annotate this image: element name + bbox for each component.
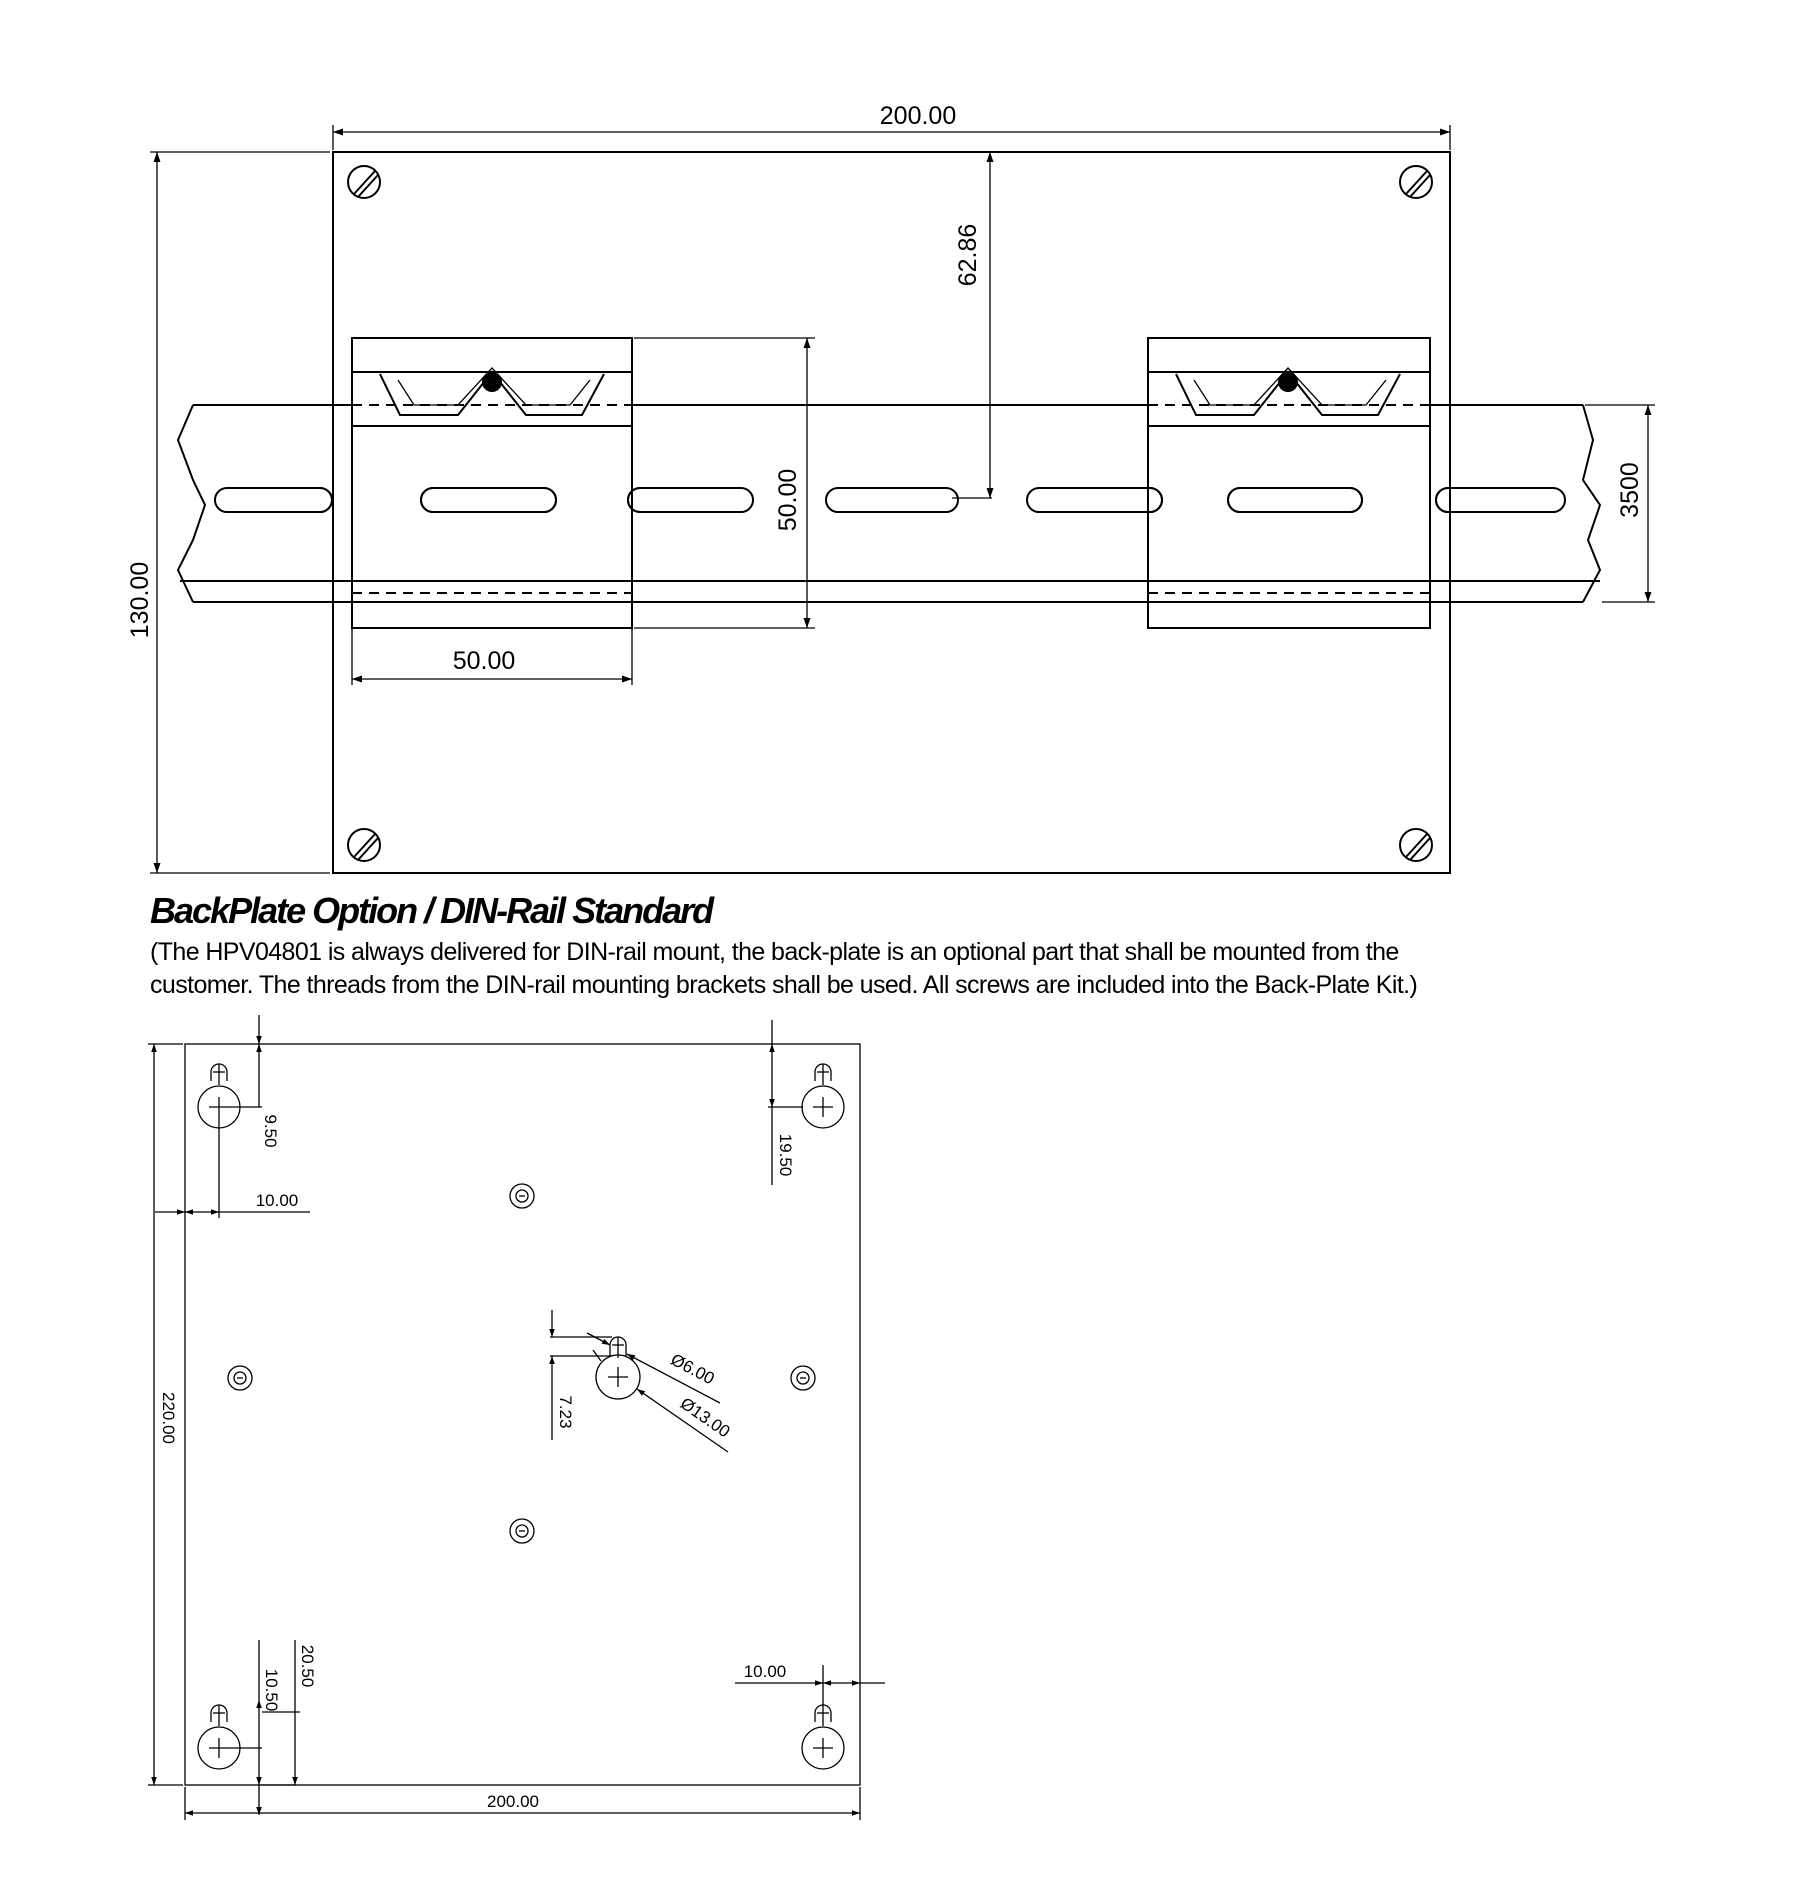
corner-screw-icon [1400, 166, 1432, 198]
bp-dim-dia-6-label: Ø6.00 [667, 1349, 718, 1389]
bp-dimension-bottom-keyhole [229, 1640, 317, 1815]
threaded-hole-icon [228, 1366, 252, 1390]
bp-dim-10-label: 10.00 [255, 1191, 299, 1210]
bp-dim-height-label: 220.00 [159, 1392, 178, 1444]
dim-bracket-height-label: 50.00 [774, 468, 802, 532]
caption-block [150, 890, 1650, 1002]
bp-dim-19-50-label: 19.50 [776, 1133, 795, 1177]
bp-dimension-keyhole-top [229, 1015, 280, 1148]
keyhole-icon [198, 1705, 240, 1769]
keyhole-icon [802, 1064, 844, 1128]
threaded-hole-icon [791, 1366, 815, 1390]
dim-bracket-width-label: 50.00 [452, 647, 516, 675]
dimension-bracket-height [634, 338, 815, 628]
bp-dim-dia-13-label: Ø13.00 [676, 1393, 734, 1442]
dimension-width [333, 102, 1450, 150]
keyhole-icon [802, 1705, 844, 1769]
din-rail [178, 405, 1600, 602]
bp-dimension-right-keyhole-top [768, 1020, 803, 1185]
dim-62-label: 62.86 [954, 223, 982, 287]
dimension-bracket-width [352, 628, 632, 685]
din-rail-front-view [126, 102, 1655, 873]
bp-dim-width-label: 200.00 [487, 1792, 539, 1811]
center-keyhole-icon [596, 1337, 640, 1399]
corner-screw-icon [1400, 829, 1432, 861]
threaded-hole-icon [510, 1184, 534, 1208]
latch-pin [1278, 372, 1298, 392]
bp-dimension-center-keyhole [550, 1310, 733, 1452]
dim-width-label: 200.00 [879, 102, 957, 130]
corner-screw-icon [348, 166, 380, 198]
latch-pin [482, 372, 502, 392]
bp-dimension-keyhole-side [155, 1117, 310, 1218]
section-title: BackPlate Option / DIN-Rail Standard [150, 890, 713, 931]
bp-dim-20-50-label: 20.50 [298, 1644, 317, 1688]
corner-screw-icon [348, 829, 380, 861]
bp-dimension-width [185, 1787, 860, 1820]
bp-dim-9-50-label: 9.50 [261, 1114, 280, 1148]
description-line-2: customer. The threads from the DIN-rail mounting brackets shall be used. All screws are included into the Back-Plate Kit.) [150, 971, 1418, 999]
bp-dimension-height [148, 1044, 183, 1785]
dimension-rail-width [1585, 405, 1655, 602]
dim-rail-label: 3500 [1616, 462, 1644, 518]
backplate-view [148, 1015, 885, 1820]
dim-height-label: 130.00 [126, 561, 154, 639]
bp-dim-10-50-label: 10.50 [262, 1668, 281, 1712]
bp-dimension-right-keyhole-side [735, 1662, 885, 1705]
bp-dim-7-23-label: 7.23 [556, 1395, 575, 1429]
left-mounting-bracket [320, 338, 640, 628]
dimension-top-to-rail [952, 152, 992, 498]
description-line-1: (The HPV04801 is always delivered for DIN-rail mount, the back-plate is an optional part that shall be mounted from the [150, 938, 1399, 966]
threaded-hole-icon [510, 1519, 534, 1543]
right-mounting-bracket [1148, 338, 1448, 628]
bp-dim-right-10-label: 10.00 [743, 1662, 787, 1681]
